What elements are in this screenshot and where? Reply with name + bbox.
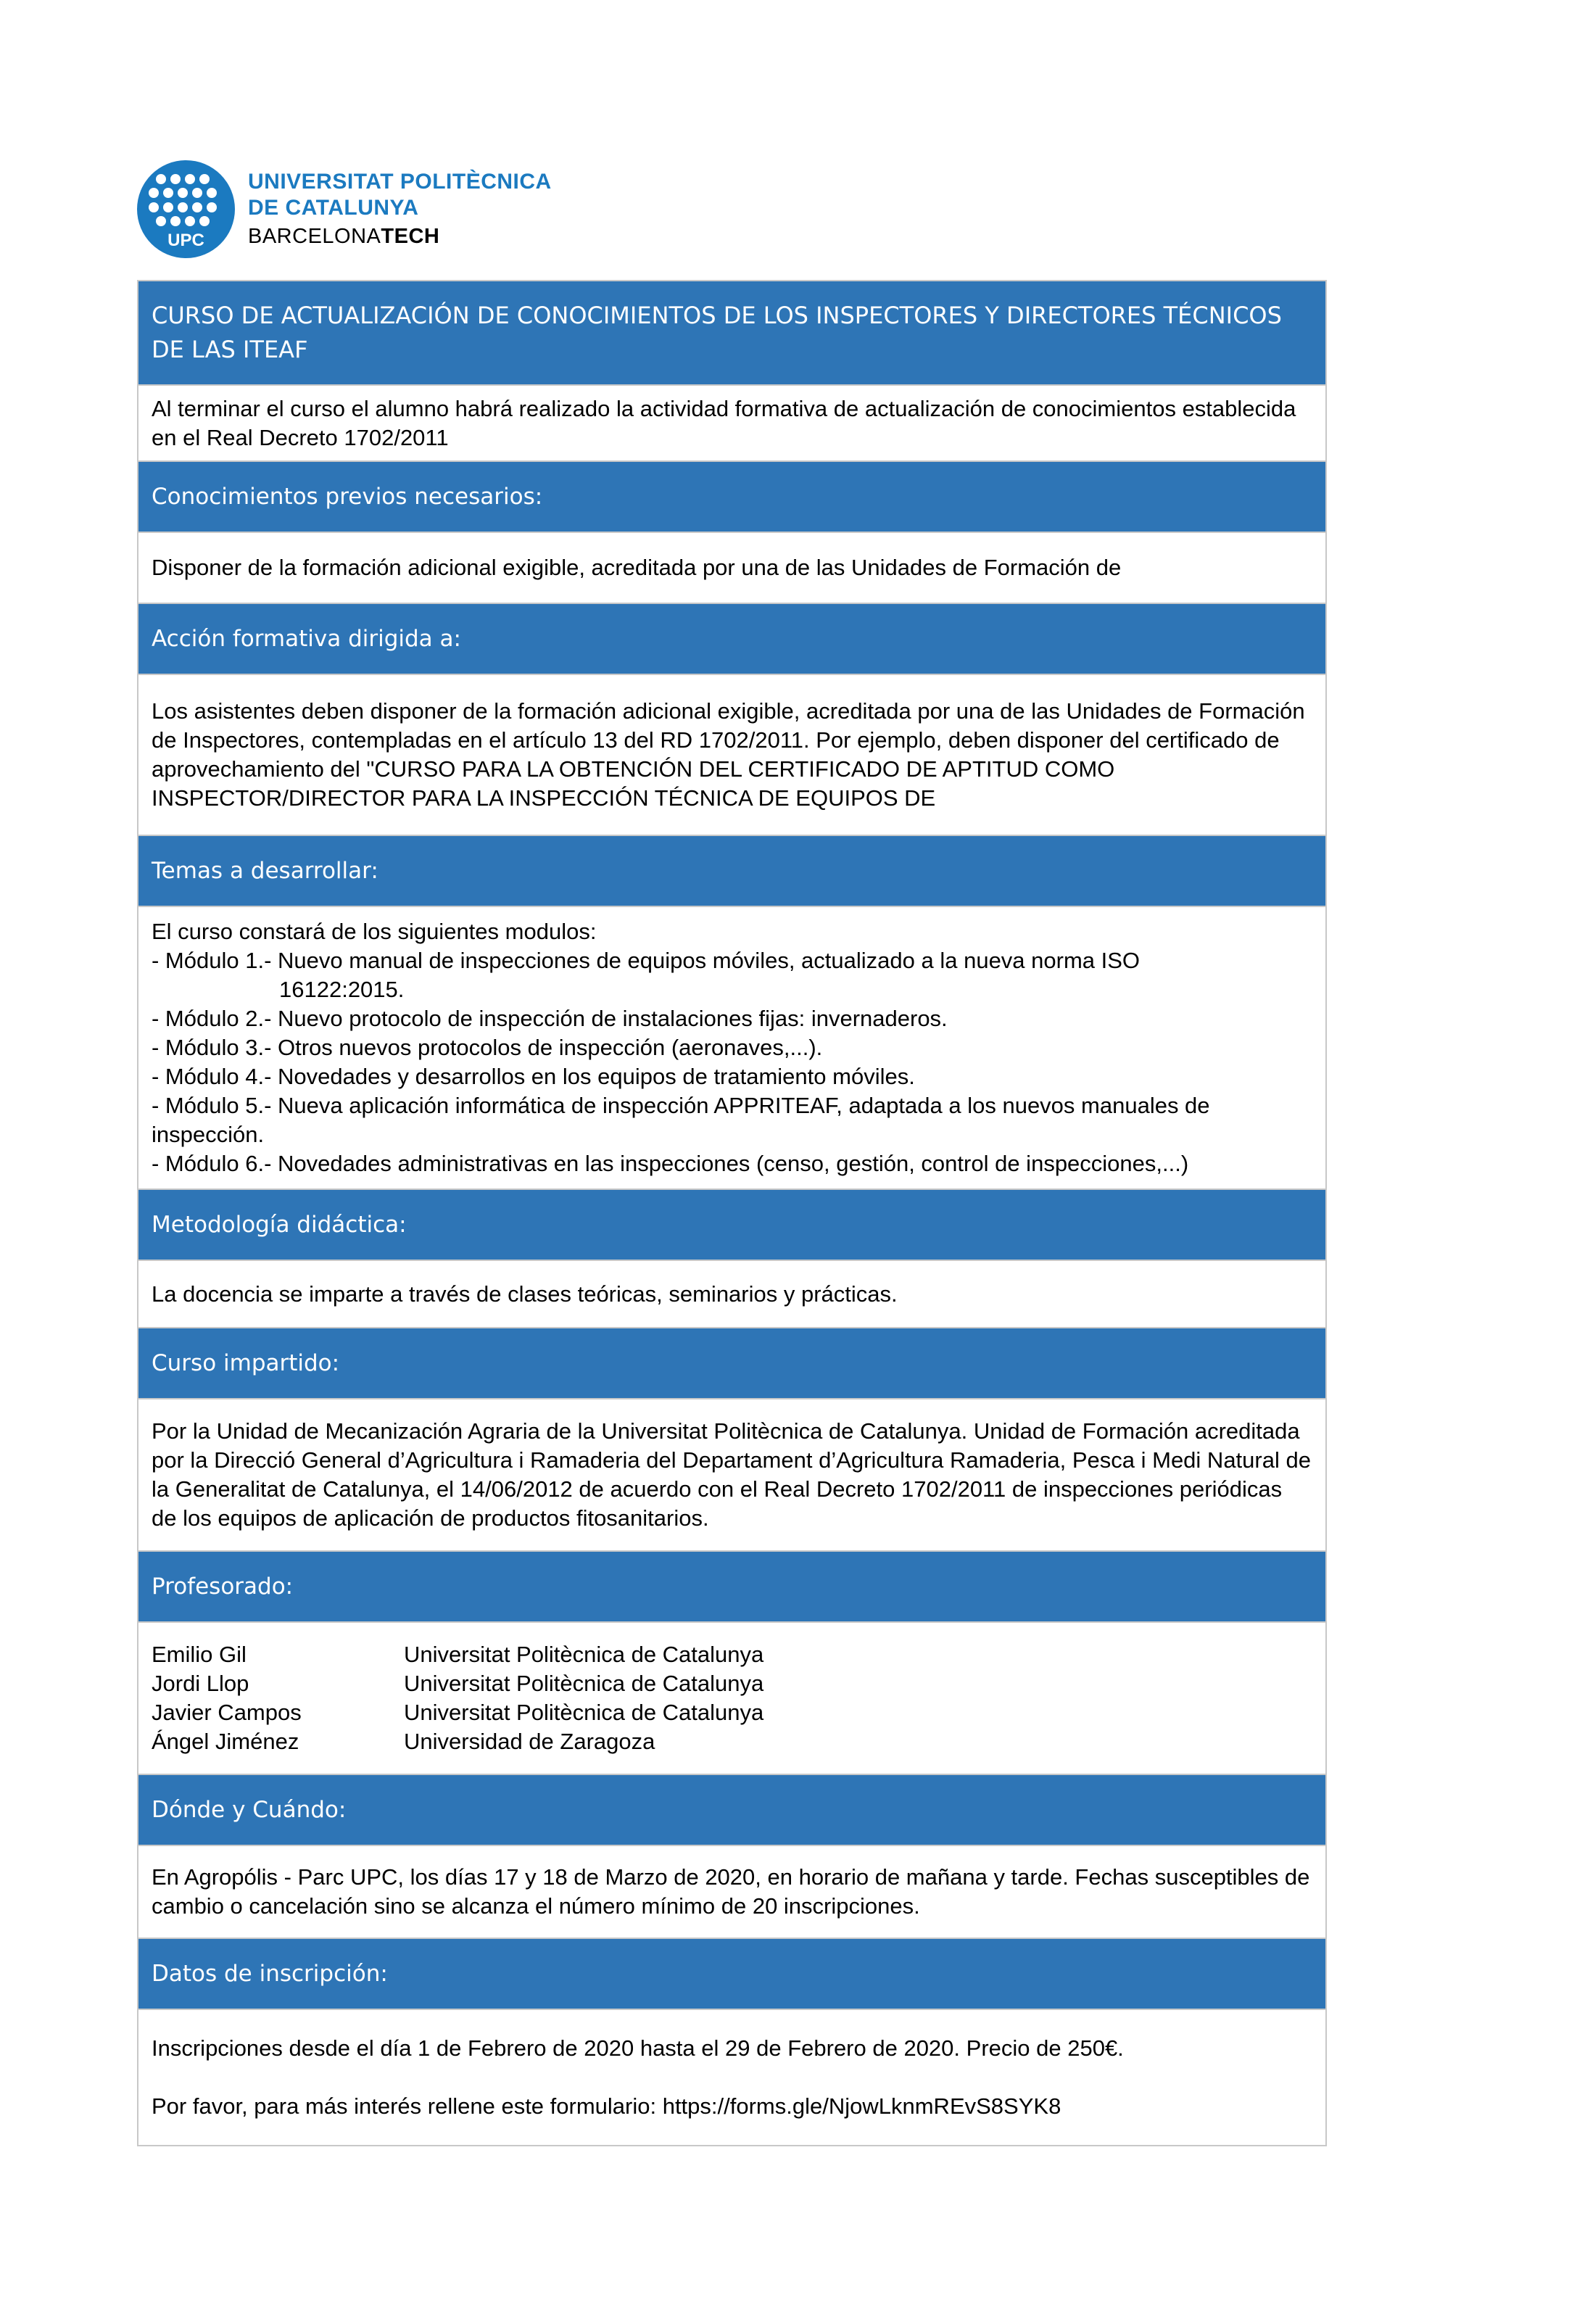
section-body-previos: Disponer de la formación adicional exigible, acreditada por una de las Unidades de Formación de bbox=[138, 532, 1325, 603]
professor-row: Emilio Gil Universitat Politècnica de Catalunya bbox=[152, 1642, 764, 1667]
registration-form-link[interactable]: Por favor, para más interés rellene este formulario: https://forms.gle/NjowLknmREvS8SYK8 bbox=[152, 2093, 1061, 2119]
section-body-impartido: Por la Unidad de Mecanización Agraria de la Universitat Politècnica de Catalunya. Unidad de Formación acreditada por la Direcció General d’Agricultura i Ramaderia del Departament d’Agricultura Ramaderia, Pesca i Medi Natural de la Generalitat de Catalunya, el 14/06/2012 de acuerdo con el Real Decreto 1702/2011 de inspecciones periódicas de los equipos de aplicación de productos fitosanitarios. bbox=[138, 1398, 1325, 1550]
section-heading-impartido: Curso impartido: bbox=[138, 1327, 1325, 1398]
course-intro: Al terminar el curso el alumno habrá realizado la actividad formativa de actualización de conocimientos establecida en el Real Decreto 1702/2011 bbox=[138, 384, 1325, 460]
professor-row: Javier Campos Universitat Politècnica de Catalunya bbox=[152, 1700, 764, 1725]
section-body-metodologia: La docencia se imparte a través de clases teóricas, seminarios y prácticas. bbox=[138, 1260, 1325, 1327]
section-heading-previos: Conocimientos previos necesarios: bbox=[138, 460, 1325, 532]
upc-logo bbox=[137, 158, 552, 260]
course-info-table bbox=[137, 280, 1327, 2146]
logo-line-3: BARCELONATECH bbox=[248, 224, 440, 248]
course-title: CURSO DE ACTUALIZACIÓN DE CONOCIMIENTOS DE LOS INSPECTORES Y DIRECTORES TÉCNICOS DE LAS ITEAF bbox=[138, 281, 1325, 384]
section-body-donde: En Agropólis - Parc UPC, los días 17 y 18 de Marzo de 2020, en horario de mañana y tarde. Fechas susceptibles de cambio o cancelación sino se alcanza el número mínimo de 20 inscripciones. bbox=[138, 1845, 1325, 1938]
professor-row: Jordi Llop Universitat Politècnica de Catalunya bbox=[152, 1671, 764, 1696]
section-heading-profesorado: Profesorado: bbox=[138, 1550, 1325, 1621]
section-body-temas: El curso constará de los siguientes modulos: - Módulo 1.- Nuevo manual de inspecciones de equipos móviles, actualizado a la nueva norma ISO 16122:2015. - Módulo 2.- Nuevo protocolo de inspección de instalaciones fijas: invernaderos. - Módulo 3.- Otros nuevos protocolos de inspección (aeronaves,...). - Módulo 4.- Novedades y desarrollos en los equipos de tratamiento móviles. - Módulo 5.- Nueva aplicación informática de inspección APPRITEAF, adaptada a los nuevos manuales de inspección. - Módulo 6.- Novedades administrativas en las inspecciones (censo, gestión, control de inspecciones,...) bbox=[138, 906, 1325, 1188]
section-body-profesorado bbox=[138, 1621, 1325, 1774]
section-heading-donde: Dónde y Cuándo: bbox=[138, 1774, 1325, 1845]
svg-text:UPC: UPC bbox=[167, 230, 204, 250]
professor-row: Ángel Jiménez Universidad de Zaragoza bbox=[152, 1729, 655, 1754]
section-body-accion: Los asistentes deben disponer de la formación adicional exigible, acreditada por una de las Unidades de Formación de Inspectores, contempladas en el artículo 13 del RD 1702/2011. Por ejemplo, deben disponer del certificado de aprovechamiento del "CURSO PARA LA OBTENCIÓN DEL CERTIFICADO DE APTITUD COMO INSPECTOR/DIRECTOR PARA LA INSPECCIÓN TÉCNICA DE EQUIPOS DE bbox=[138, 674, 1325, 835]
section-heading-metodologia: Metodología didáctica: bbox=[138, 1188, 1325, 1260]
section-heading-temas: Temas a desarrollar: bbox=[138, 835, 1325, 906]
section-heading-inscripcion: Datos de inscripción: bbox=[138, 1938, 1325, 2009]
upc-logo-icon bbox=[137, 160, 235, 258]
section-body-inscripcion: Inscripciones desde el día 1 de Febrero de 2020 hasta el 29 de Febrero de 2020. Precio de 250€. Por favor, para más interés rellene este formulario: https://forms.gle/NjowLknmREvS8SYK8 bbox=[138, 2009, 1325, 2145]
section-heading-accion: Acción formativa dirigida a: bbox=[138, 603, 1325, 674]
logo-line-1: UNIVERSITAT POLITÈCNICA bbox=[248, 169, 552, 194]
logo-line-2: DE CATALUNYA bbox=[248, 195, 419, 220]
